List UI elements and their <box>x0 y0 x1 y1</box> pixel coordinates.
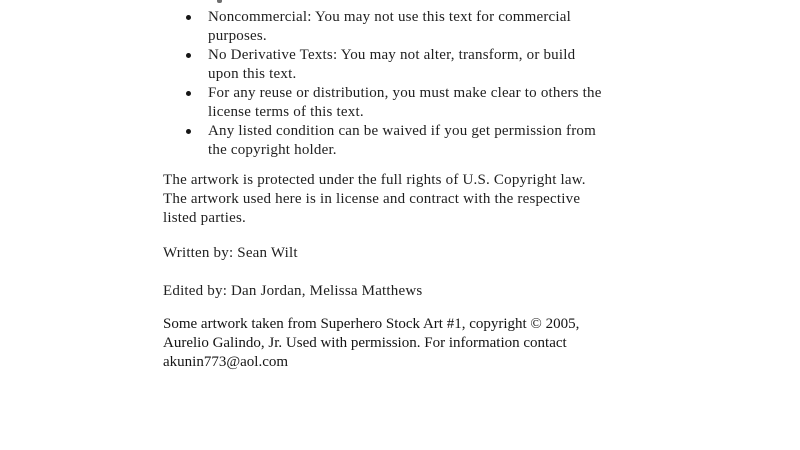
written-by-line <box>163 244 633 263</box>
license-condition-line: For any reuse or distribution, you must make clear to others the <box>208 85 602 101</box>
credit-paragraph-line: Some artwork taken from Superhero Stock Art #1, copyright © 2005, <box>163 316 580 332</box>
license-condition-line: Any listed condition can be waived if you get permission from <box>208 123 596 139</box>
artwork-credit-paragraph <box>163 315 633 372</box>
license-condition-item <box>163 46 633 84</box>
artwork-rights-paragraph <box>163 171 633 228</box>
license-condition-line: purposes. <box>208 28 267 44</box>
license-condition-line: No Derivative Texts: You may not alter, transform, or build <box>208 47 576 63</box>
credit-paragraph-line: Aurelio Galindo, Jr. Used with permission. For information contact <box>163 335 567 351</box>
license-condition-line: the copyright holder. <box>208 142 337 158</box>
credit-paragraph-line: akunin773@aol.com <box>163 354 289 370</box>
written-by-text: Written by: Sean Wilt <box>163 245 298 261</box>
license-condition-item <box>163 8 633 46</box>
rights-paragraph-line: listed parties. <box>163 210 246 226</box>
license-condition-line: license terms of this text. <box>208 104 364 120</box>
license-condition-line: Noncommercial: You may not use this text for commercial <box>208 9 572 25</box>
license-condition-item <box>163 122 633 160</box>
rights-paragraph-line: The artwork used here is in license and contract with the respective <box>163 191 581 207</box>
license-condition-item <box>163 84 633 122</box>
license-conditions-list <box>163 8 633 160</box>
document-content <box>163 0 633 372</box>
license-condition-line: upon this text. <box>208 66 297 82</box>
edited-by-text: Edited by: Dan Jordan, Melissa Matthews <box>163 283 423 299</box>
edited-by-line <box>163 282 633 301</box>
rights-paragraph-line: The artwork is protected under the full rights of U.S. Copyright law. <box>163 172 586 188</box>
